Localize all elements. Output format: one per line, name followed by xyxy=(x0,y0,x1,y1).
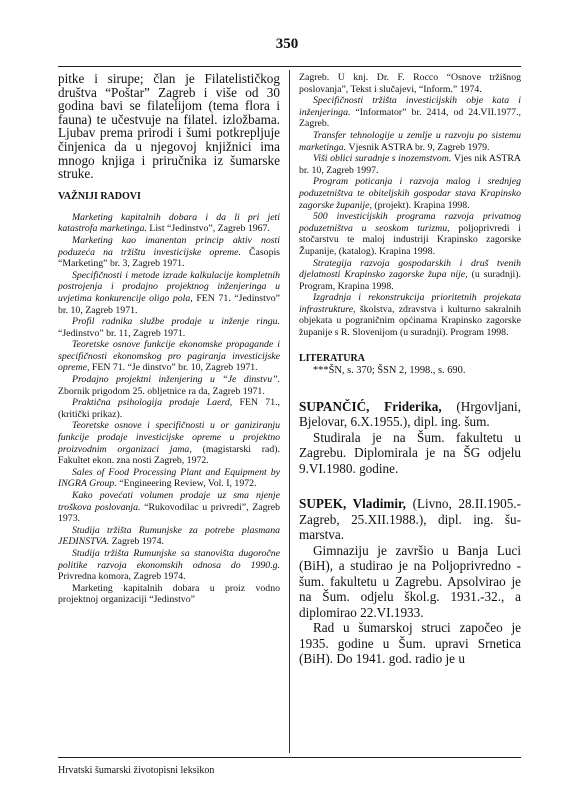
works-list-continued xyxy=(299,72,521,339)
work-item: Izgradnja i rekonstrukcija prioritetnih projekata infrastrukture, školstva, zdravstva i kulturno sakralnih objekata u pograničnim općinama Krapinsko zagorske županije s R. Slovenijom (u suradnji). Program 1998. xyxy=(299,292,521,339)
work-item: Transfer tehnologije u zemlje u razvoju po sistemu marketinga. Vjesnik ASTRA br. 9, Zagreb 1979. xyxy=(299,129,521,153)
work-item: Viši oblici suradnje s inozemstvom. Vjes nik ASTRA br. 10, Zagreb 1997. xyxy=(299,153,521,176)
literature-heading: LITERATURA xyxy=(299,352,365,364)
entry-info: (Hrgovljani, Bjelovar, 6.X.1955.), dipl. ing. šum. xyxy=(299,398,521,430)
entry-supancic xyxy=(299,399,521,477)
work-item: Zagreb. U knj. Dr. F. Rocco “Osnove tržišnog poslovanja”, Tekst i slučajevi, “Inform.” 1974. xyxy=(299,72,521,95)
work-item: Specifičnosti i metode izrade kalkulacije kompletnih postrojenja i prodajno projektnog inženjeringa u uvjetima konkurencije oligo pola, FEN 71. “Jedinstvo” br. 10, Zagreb 1971. xyxy=(58,269,280,316)
work-item: 500 investicijskih programa razvoja privatnog poduzetništva u seoskom turizmu, poljoprivredi i stočarstvu te maloj industriji Krapinsko zagorske Županije, (katalog). Krapina 1998. xyxy=(299,211,521,257)
column-divider xyxy=(289,70,290,753)
right-column xyxy=(299,72,521,667)
works-list xyxy=(58,212,280,606)
work-item: Studija tržišta Rumunjske za potrebe plasmana JEDINSTVA. Zagreb 1974. xyxy=(58,524,280,548)
work-item: Studija tržišta Rumunjske sa stanovišta dugoročne politike razvoja ekonomskih odnosa do 1990.g. Privredna komora, Zagreb 1974. xyxy=(58,547,280,583)
left-column xyxy=(58,72,280,606)
work-item: Sales of Food Processing Plant and Equipment by INGRA Group. “Engineering Review, Vol. I, 1972. xyxy=(58,466,280,490)
work-item: Praktična psihologija prodaje Laerd, FEN 71., (kritički prikaz). xyxy=(58,397,280,420)
work-item: Teoretske osnove i specifičnosti u or ganiziranju funkcije prodaje investicijske opreme u projektno proizvodnim organizaci jama, (magistarski rad). Fakultet ekon. zna nosti Zagreb, 1972. xyxy=(58,420,280,467)
entry-name: SUPANČIĆ, Friderika, xyxy=(299,398,442,414)
work-item: Marketing kao imanentan princip aktiv nosti poduzeća na tržištu investicijske opreme. Časopis “Marketing” br. 3, Zagreb 1971. xyxy=(58,234,280,270)
footer: Hrvatski šumarski životopisni leksikon xyxy=(58,765,215,776)
entry-text: Gimnaziju je završio u Banja Luci (BiH), a studirao je na Poljoprivredno - šum. fakultetu u Zagrebu. Apsolvirao je na Šum. odjelu škol.g. 1931.-32., a diplomirao 22.VI.1933. xyxy=(299,542,521,620)
work-item: Profil radnika službe prodaje u inženje ringu. “Jedinstvo” br. 11, Zagreb 1971. xyxy=(58,316,280,339)
entry-supek xyxy=(299,496,521,667)
work-item: Program poticanja i razvoja malog i srednjeg poduzetništva te obiteljskih gospodar stava Krapinsko zagorske županije, (projekt). Krapina 1998. xyxy=(299,176,521,211)
work-item: Teoretske osnove funkcije ekonomske propagande i specifičnosti ekonomskog pro pagiranja investicijske opreme, FEN 71. “Je dinstvo” br. 10, Zagreb 1971. xyxy=(58,339,280,374)
work-item: Prodajno projektni inženjering u “Je dinstvu”. Zbornik prigodom 25. obljetnice ra da, Zagreb 1971. xyxy=(58,374,280,397)
entry-name: SUPEK, Vladimir, xyxy=(299,496,406,512)
work-item: Specifičnosti tržišta investicijskih obje kata i inženjeringa. “Informator” br. 2414, od 24.VII.1977., Zagreb. xyxy=(299,95,521,130)
literature-text: ***ŠN, s. 370; ŠSN 2, 1998., s. 690. xyxy=(313,364,466,376)
page-number: 350 xyxy=(275,36,299,52)
entry-text: Rad u šumarskoj struci započeo je 1935. godine u Šum. upravi Srnetica (BiH). Do 1941. god. radio je u xyxy=(299,620,521,667)
work-item: Strategija razvoja gospodarskih i druš tvenih djelatnosti Krapinsko zagorske župa nije, (u suradnji). Program, Krapina 1998. xyxy=(299,257,521,292)
work-item: Kako povećati volumen prodaje uz sma njenje troškova poslovanja. “Rukovodilac u privredi”, Zagreb 1973. xyxy=(58,490,281,525)
entry-info: (Livno, 28.II.1905.-Zagreb, 25.XII.1988.), dipl. ing. šumarstva. xyxy=(299,496,521,543)
works-heading: VAŽNIJI RADOVI xyxy=(58,190,141,202)
footer-rule xyxy=(58,757,521,758)
work-item: Marketing kapitalnih dobara u proiz vodno projektnoj organizaciji “Jedinstvo” xyxy=(58,582,280,606)
header-rule xyxy=(58,66,521,67)
work-item: Marketing kapitalnih dobara i da li pri jeti katastrofa marketinga. List “Jedinstvo”, Zagreb 1967. xyxy=(58,211,280,235)
bio-continuation: pitke i sirupe; član je Filatelističkog društva “Poštar” Zagreb i više od 30 godina bavi se filatelijom (tema flora i fauna) te učestvuje na filatel. izložbama. Ljubav prema prirodi i šumi potkrepljuje činjenica da u njegovoj knjižnici ima mnogo knjiga i priručnika iz šumarske struke. xyxy=(58,71,280,182)
entry-text: Studirala je na Šum. fakultetu u Zagrebu. Diplomirala je na ŠG odjelu 9.VI.1980. godine. xyxy=(299,429,521,476)
